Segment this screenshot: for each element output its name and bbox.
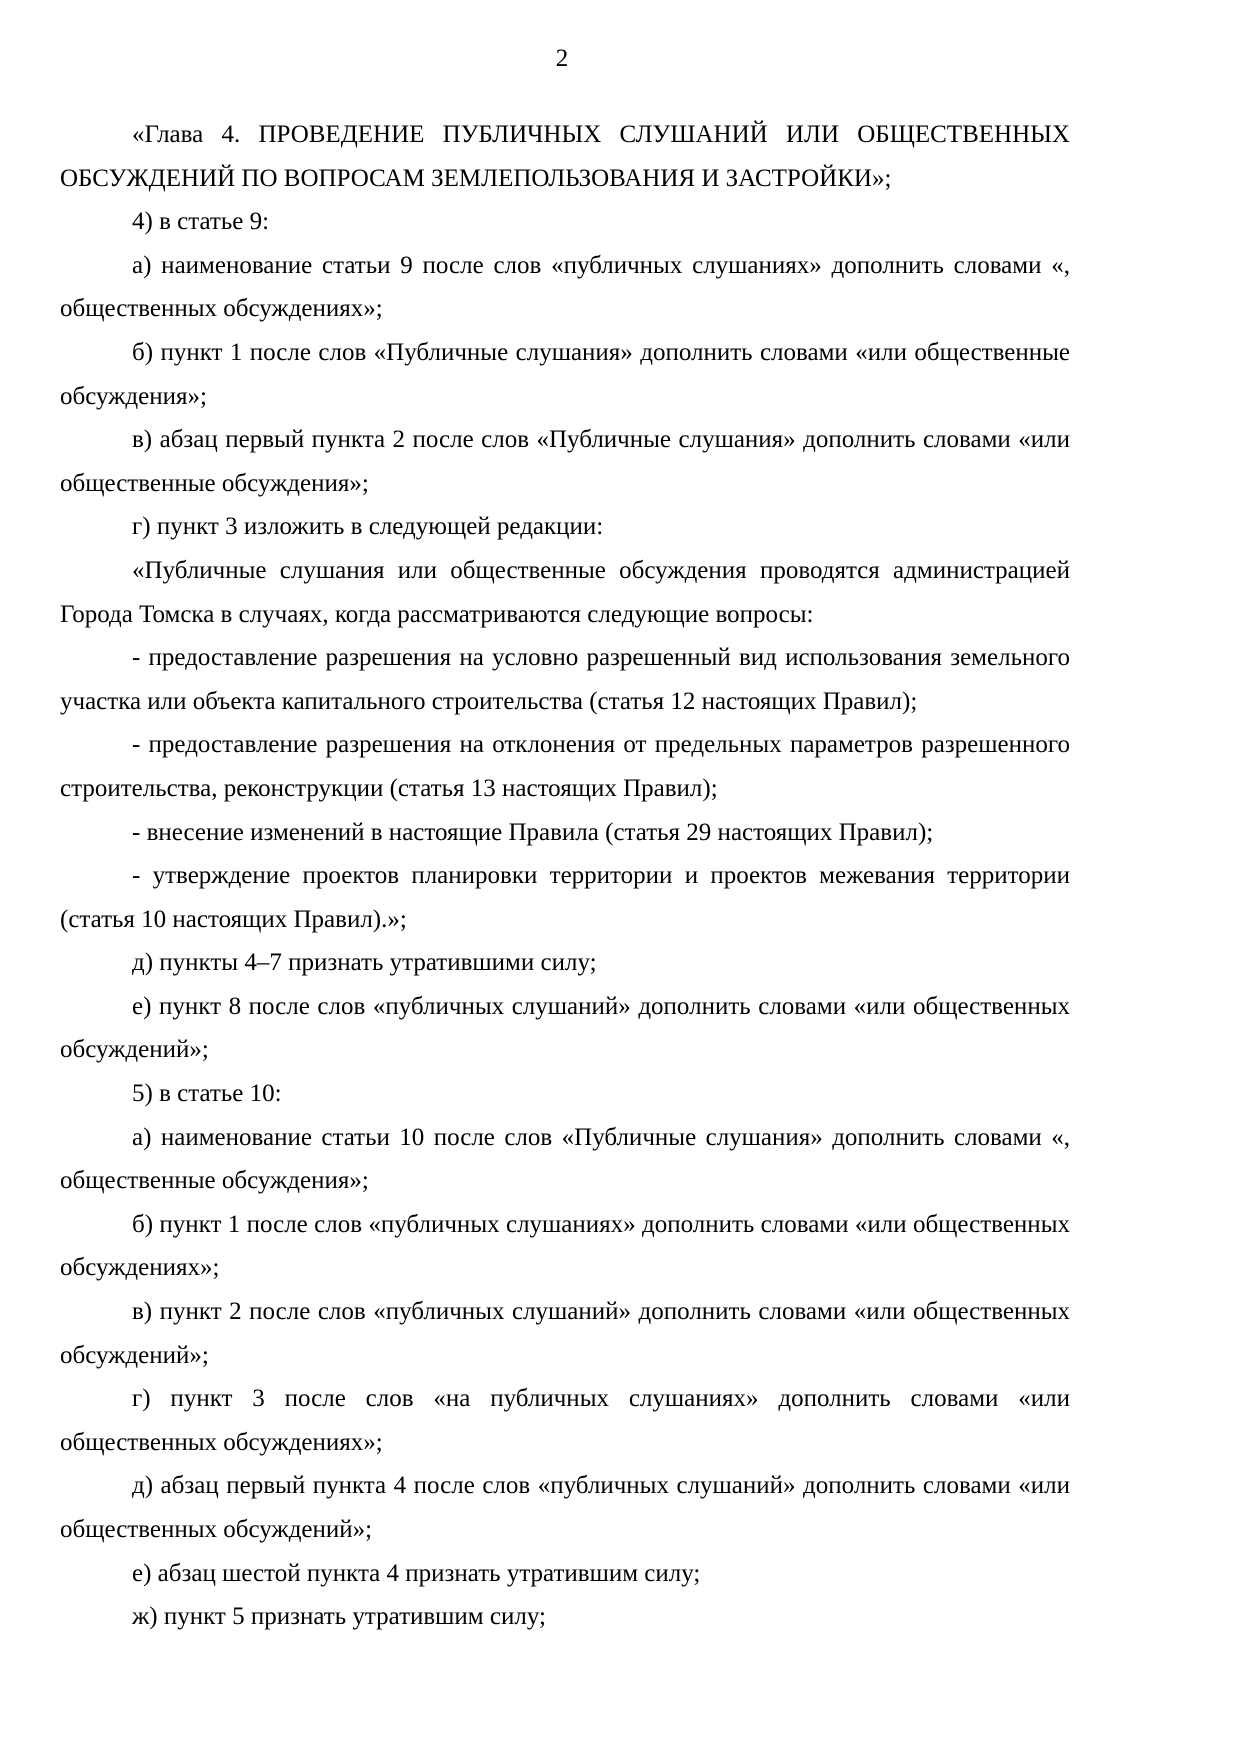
- paragraph-list-item: - предоставление разрешения на отклонения от предельных параметров разрешенного строительства, реконструкции (статья 13 настоящих Правил);: [60, 731, 1070, 802]
- page-number: 2: [555, 45, 569, 72]
- paragraph: е) пункт 8 после слов «публичных слушаний» дополнить словами «или общественных обсуждений»;: [60, 992, 1070, 1064]
- paragraph: а) наименование статьи 9 после слов «публичных слушаниях» дополнить словами «, общественных обсуждениях»;: [60, 251, 1070, 323]
- paragraph: е) абзац шестой пункта 4 признать утратившим силу;: [132, 1559, 701, 1587]
- paragraph-item-5: 5) в статье 10:: [132, 1080, 282, 1108]
- paragraph: в) пункт 2 после слов «публичных слушаний» дополнить словами «или общественных обсуждений»;: [60, 1298, 1070, 1369]
- paragraph: д) пункты 4–7 признать утратившими силу;: [132, 949, 597, 977]
- paragraph-list-item: - внесение изменений в настоящие Правила (статья 29 настоящих Правил);: [132, 818, 934, 846]
- paragraph-chapter-title: «Глава 4. ПРОВЕДЕНИЕ ПУБЛИЧНЫХ СЛУШАНИЙ ИЛИ ОБЩЕСТВЕННЫХ ОБСУЖДЕНИЙ ПО ВОПРОСАМ ЗЕМЛЕПОЛЬЗОВАНИЯ И ЗАСТРОЙКИ»;: [60, 121, 1070, 192]
- paragraph: «Публичные слушания или общественные обсуждения проводятся администрацией Города Томска в случаях, когда рассматриваются следующие вопросы:: [60, 556, 1070, 628]
- paragraph: б) пункт 1 после слов «Публичные слушания» дополнить словами «или общественные обсуждения»;: [60, 338, 1070, 410]
- paragraph: а) наименование статьи 10 после слов «Публичные слушания» дополнить словами «, общественные обсуждения»;: [60, 1123, 1070, 1195]
- paragraph: ж) пункт 5 признать утратившим силу;: [132, 1603, 546, 1631]
- paragraph: г) пункт 3 после слов «на публичных слушаниях» дополнить словами «или общественных обсуждениях»;: [60, 1385, 1070, 1456]
- paragraph-list-item: - утверждение проектов планировки территории и проектов межевания территории (статья 10 настоящих Правил).»;: [60, 862, 1070, 933]
- paragraph: д) абзац первый пункта 4 после слов «публичных слушаний» дополнить словами «или общественных обсуждений»;: [60, 1472, 1070, 1543]
- paragraph: в) абзац первый пункта 2 после слов «Публичные слушания» дополнить словами «или общественные обсуждения»;: [60, 426, 1070, 497]
- paragraph-list-item: - предоставление разрешения на условно разрешенный вид использования земельного участка или объекта капитального строительства (статья 12 настоящих Правил);: [60, 644, 1070, 715]
- paragraph: г) пункт 3 изложить в следующей редакции:: [132, 513, 604, 541]
- paragraph-item-4: 4) в статье 9:: [132, 208, 270, 236]
- document-body: [60, 113, 1070, 1639]
- paragraph: б) пункт 1 после слов «публичных слушаниях» дополнить словами «или общественных обсуждениях»;: [60, 1210, 1070, 1282]
